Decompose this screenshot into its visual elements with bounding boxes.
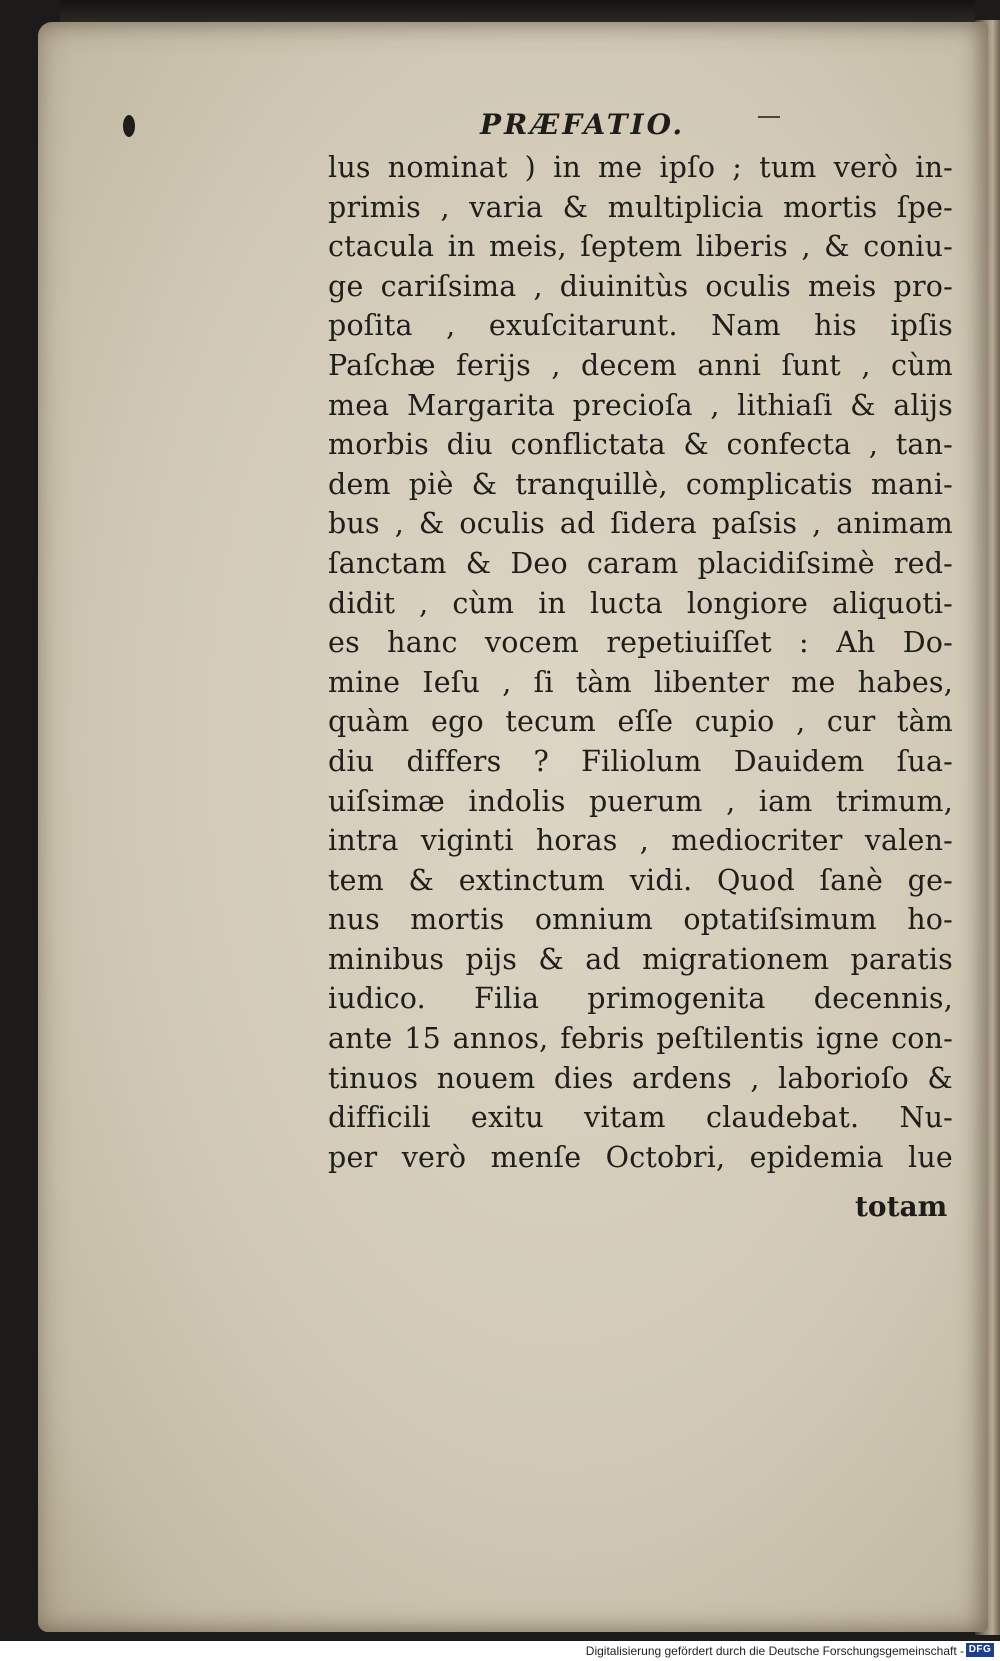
- text-line: diu differs ? Filiolum Dauidem ſua-: [328, 744, 953, 778]
- text-line: difficili exitu vitam claudebat. Nu-: [328, 1101, 953, 1135]
- text-line: minibus pijs & ad migrationem paratis: [328, 942, 953, 976]
- catchword: totam: [855, 1190, 948, 1223]
- text-line: nus mortis omnium optatiſsimum ho-: [328, 903, 953, 937]
- text-line: es hanc vocem repetiuiſſet : Ah Do-: [328, 626, 953, 660]
- text-line: ante 15 annos, febris peſtilentis igne con-: [328, 1022, 953, 1056]
- text-line: tem & extinctum vidi. Quod ſanè ge-: [328, 863, 953, 897]
- text-line: Paſchæ ferijs , decem anni ſunt , cùm: [328, 348, 953, 382]
- running-head: PRÆFATIO.: [480, 108, 686, 141]
- body-text: [328, 148, 953, 1177]
- text-line: bus , & oculis ad ſidera paſsis , animam: [328, 507, 953, 541]
- text-line: dem piè & tranquillè, complicatis mani-: [328, 467, 953, 501]
- text-line: uiſsimæ indolis puerum , iam trimum,: [328, 784, 953, 818]
- book-edge-top: [60, 0, 975, 22]
- ink-mark: [758, 116, 780, 118]
- text-line: intra viginti horas , mediocriter valen-: [328, 824, 953, 858]
- text-line: ſanctam & Deo caram placidiſsimè red-: [328, 546, 953, 580]
- binding-hole-mark: [123, 115, 135, 137]
- text-line: mea Margarita precioſa , lithiaſi & alijs: [328, 388, 953, 422]
- text-line: per verò menſe Octobri, epidemia lue: [328, 1140, 953, 1174]
- text-line: iudico. Filia primogenita decennis,: [328, 982, 953, 1016]
- text-line: tinuos nouem dies ardens , laborioſo &: [328, 1061, 953, 1095]
- text-line: poſita , exuſcitarunt. Nam his ipſis: [328, 309, 953, 343]
- text-line: didit , cùm in lucta longiore aliquoti-: [328, 586, 953, 620]
- text-line: lus nominat ) in me ipſo ; tum verò in-: [328, 151, 953, 184]
- text-line: morbis diu conflictata & confecta , tan-: [328, 428, 953, 462]
- text-line: ctacula in meis, ſeptem liberis , & coniu-: [328, 230, 953, 264]
- digitization-credit: Digitalisierung gefördert durch die Deutsche Forschungsgemeinschaft -: [585, 1644, 964, 1658]
- dfg-logo: DFG: [966, 1643, 994, 1657]
- text-line: mine Ieſu , ſi tàm libenter me habes,: [328, 665, 953, 699]
- text-line: primis , varia & multiplicia mortis ſpe-: [328, 190, 953, 224]
- text-line: quàm ego tecum eſſe cupio , cur tàm: [328, 705, 953, 739]
- text-line: ge cariſsima , diuinitùs oculis meis pro-: [328, 269, 953, 303]
